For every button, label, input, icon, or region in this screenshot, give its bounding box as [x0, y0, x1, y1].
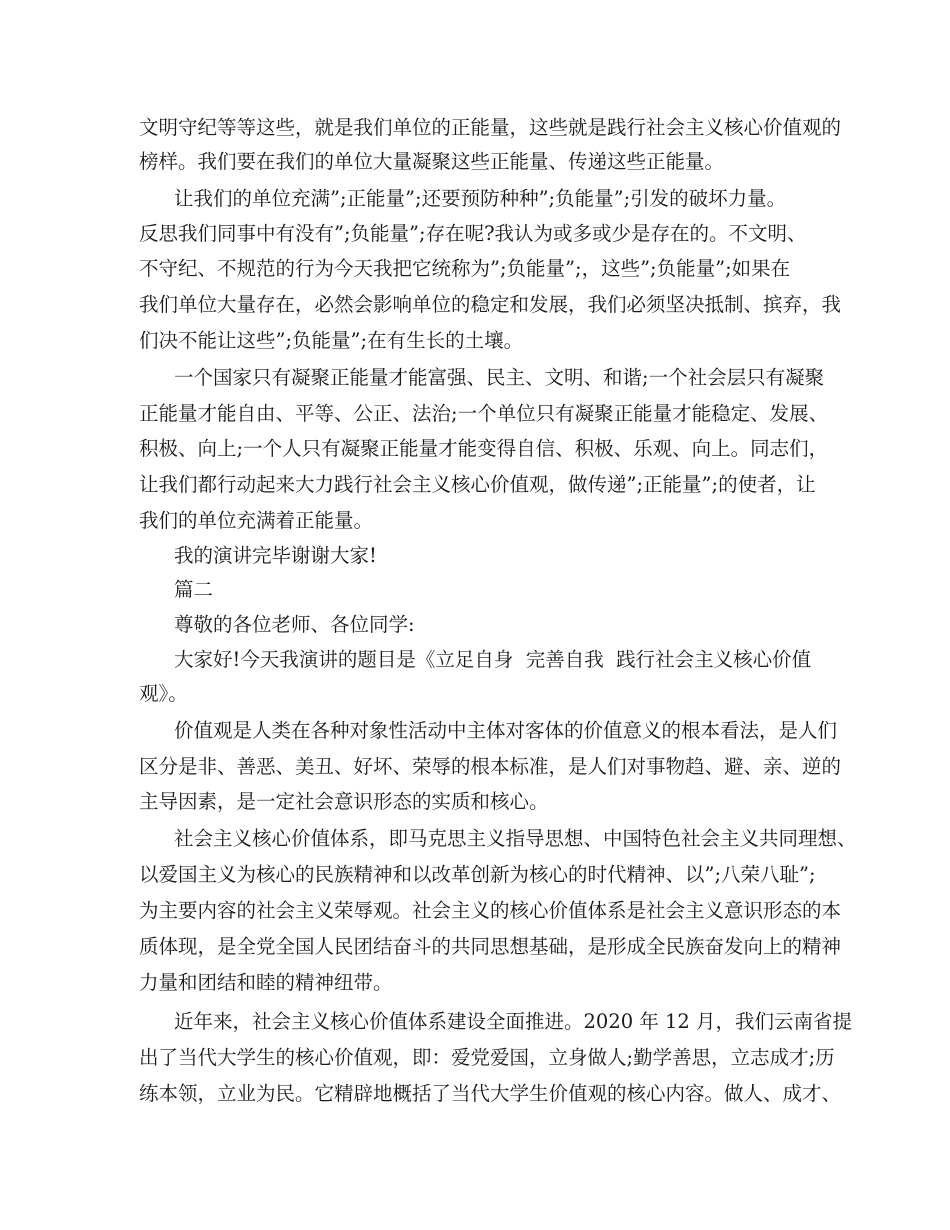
paragraph-first-line: 价值观是人类在各种对象性活动中主体对客体的价值意义的根本看法，是人们	[174, 719, 838, 742]
text-line: 为主要内容的社会主义荣辱观。社会主义的核心价值体系是社会主义意识形态的本	[139, 899, 842, 922]
text-line: 榜样。我们要在我们的单位大量凝聚这些正能量、传递这些正能量。	[139, 150, 725, 173]
section-heading: 篇二	[174, 578, 214, 601]
text-line: 文明守纪等等这些，就是我们单位的正能量，这些就是践行社会主义核心价值观的	[139, 116, 842, 139]
paragraph-first-line: 大家好!今天我演讲的题目是《立足自身 完善自我 践行社会主义核心价值	[174, 648, 812, 671]
text-line: 质体现，是全党全国人民团结奋斗的共同思想基础，是形成全民族奋发向上的精神	[139, 935, 842, 958]
text-line: 出了当代大学生的核心价值观，即：爱党爱国，立身做人;勤学善思，立志成才;历	[139, 1046, 835, 1069]
text-line: 让我们都行动起来大力践行社会主义核心价值观，做传递”;正能量”;的使者，让	[139, 473, 816, 496]
paragraph-first-line: 一个国家只有凝聚正能量才能富强、民主、文明、和谐;一个社会层只有凝聚	[174, 366, 825, 389]
text-line: 主导因素，是一定社会意识形态的实质和核心。	[139, 790, 549, 813]
salutation: 尊敬的各位老师、各位同学:	[174, 613, 415, 636]
text-line: 不守纪、不规范的行为今天我把它统称为”;负能量”;，这些”;负能量”;如果在	[139, 257, 791, 280]
text-line: 反思我们同事中有没有”;负能量”;存在呢?我认为或多或少是存在的。不文明、	[139, 222, 807, 245]
paragraph-first-line: 近年来，社会主义核心价值体系建设全面推进。2020 年 12 月，我们云南省提	[174, 1010, 853, 1033]
text-line: 练本领，立业为民。它精辟地概括了当代大学生价值观的核心内容。做人、成才、	[139, 1082, 842, 1105]
paragraph-first-line: 让我们的单位充满”;正能量”;还要预防种种”;负能量”;引发的破坏力量。	[174, 187, 787, 210]
paragraph-first-line: 社会主义核心价值体系，即马克思主义指导思想、中国特色社会主义共同理想、	[174, 827, 857, 850]
text-line: 正能量才能自由、平等、公正、法治;一个单位只有凝聚正能量才能稳定、发展、	[139, 402, 829, 425]
text-line: 积极、向上;一个人只有凝聚正能量才能变得自信、积极、乐观、向上。同志们，	[139, 437, 829, 460]
paragraph-first-line: 我的演讲完毕谢谢大家!	[174, 544, 377, 567]
text-line: 观》。	[139, 682, 188, 705]
text-line: 我们单位大量存在，必然会影响单位的稳定和发展，我们必须坚决抵制、摈弃，我	[139, 293, 842, 316]
text-line: 们决不能让这些”;负能量”;在有生长的土壤。	[139, 329, 524, 352]
text-line: 以爱国主义为核心的民族精神和以改革创新为核心的时代精神、以”;八荣八耻”;	[139, 863, 816, 886]
text-line: 力量和团结和睦的精神纽带。	[139, 971, 393, 994]
text-line: 区分是非、善恶、美丑、好坏、荣辱的根本标准，是人们对事物趋、避、亲、逆的	[139, 755, 842, 778]
text-line: 我们的单位充满着正能量。	[139, 509, 374, 532]
